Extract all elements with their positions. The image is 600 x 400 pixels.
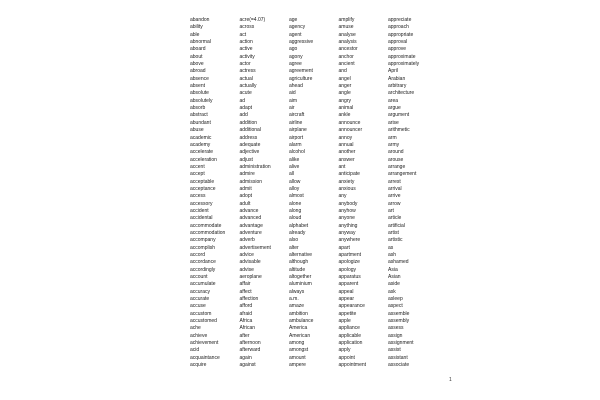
word-entry: aside [388,281,400,288]
word-entry: African [239,325,256,332]
word-entry: ankle [338,112,351,119]
word-entry: additional [239,127,261,134]
word-entry: admit [239,185,252,192]
word-entry: as [388,244,394,251]
word-entry: agree [289,61,302,68]
word-entry: accord [190,252,206,258]
word-entry: angle [338,90,351,97]
word-entry: ashamed [388,259,409,266]
word-entry: anxiety [338,178,355,185]
word-entry: anchor [338,53,354,60]
word-entry: anger [338,83,352,90]
word-entry: absolute [190,90,209,97]
word-entry: apart [338,244,350,251]
word-entry: ancestor [338,46,358,53]
word-entry: age [289,17,298,23]
word-entry: alcohol [289,149,305,156]
word-entry: alive [289,163,300,170]
word-entry: architecture [388,90,415,97]
word-entry: arithmetic [388,127,410,134]
word-entry: actor [239,61,251,68]
word-entry: airline [289,119,303,126]
word-entry: already [289,229,306,236]
word-entry: agency [289,24,306,31]
word-entry: allow [289,178,301,185]
word-entry: absent [190,83,206,90]
word-entry: aloud [289,215,302,222]
word-entry: arrow [388,200,401,207]
word-entry: along [289,207,302,214]
word-entry: all [289,171,295,178]
word-column [339,17,389,370]
word-entry: adopt [239,193,253,200]
word-entry: ambition [289,310,308,317]
word-entry: assistant [388,354,408,361]
word-entry: advise [239,266,254,273]
word-entry: anything [338,222,358,229]
word-entry: arm [388,134,397,141]
word-entry: airport [289,134,304,141]
word-entry: accustom [190,310,212,317]
word-entry: absorb [190,105,206,112]
word-entry: altitude [289,266,306,273]
word-entry: aluminium [289,281,312,288]
word-entry: Africa [239,318,253,325]
word-entry: anybody [338,200,358,207]
word-entry: alloy [289,185,300,192]
word-entry: army [388,141,400,148]
word-entry: advance [239,207,259,214]
word-entry: angry [338,97,352,104]
word-entry: actual [239,75,253,82]
word-entry: assembly [388,318,410,325]
word-entry: a.m. [289,296,299,303]
word-entry: artist [388,229,399,236]
word-entry: arouse [388,156,404,163]
word-entry: admire [239,171,255,178]
word-entry: approximately [388,61,420,68]
word-entry: amuse [338,24,354,31]
word-entry: absolutely [190,97,213,104]
word-entry: after [239,332,250,339]
word-entry: act [239,31,247,38]
word-entry: alone [289,200,302,207]
word-entry: alarm [289,141,302,148]
word-entry: anyhow [338,207,356,214]
word-entry: ad [239,97,246,104]
word-entry: anticipate [338,171,360,178]
word-entry: adequate [239,141,261,148]
word-entry: academy [190,141,211,148]
word-entry: always [289,288,305,295]
word-entry: almost [289,193,304,200]
word-entry: arrange [388,163,406,170]
word-entry: answer [338,156,355,163]
word-entry: afternoon [239,340,261,347]
word-entry: assist [388,347,401,354]
word-entry: abundant [190,119,211,126]
word-entry: April [388,68,399,75]
word-entry: active [239,46,253,53]
word-entry: acre(=4.07) [239,17,266,23]
word-entry: acquire [190,362,207,369]
word-entry: alternative [289,252,313,258]
word-entry: approval [388,39,408,46]
word-entry: associate [388,362,410,369]
word-entry: accuse [190,303,206,310]
word-entry: activity [239,53,255,60]
word-entry: another [338,149,356,156]
word-entry: adult [239,200,251,207]
word-entry: adjective [239,149,260,156]
word-entry: adjust [239,156,253,163]
word-entry: arrangement [388,171,417,178]
word-entry: against [239,362,256,369]
word-entry: any [338,193,347,200]
word-entry: advantage [239,222,263,229]
word-entry: accessory [190,200,213,207]
word-entry: Asia [388,266,398,273]
word-entry: arrive [388,193,401,200]
word-column [240,17,290,370]
word-entry: adventure [239,229,262,236]
word-entry: address [239,134,258,141]
word-entry: agriculture [289,75,313,82]
word-entry: abnormal [190,39,211,46]
word-entry: accustomed [190,318,217,325]
word-entry: advertisement [239,244,271,251]
word-entry: advanced [239,215,262,222]
word-entry: apologize [338,259,360,266]
word-entry: accept [190,171,205,178]
word-entry: accompany [190,237,216,244]
word-entry: around [388,149,404,156]
word-entry: arbitrary [388,83,407,90]
word-entry: aspect [388,303,403,310]
word-entry: achieve [190,332,208,339]
word-entry: although [289,259,309,266]
word-entry: Asian [388,274,401,281]
word-entry: aid [289,90,296,97]
word-entry: appetite [338,310,357,317]
word-entry: affect [239,288,252,295]
word-entry: assign [388,332,403,339]
word-entry: angel [338,75,351,82]
word-entry: appear [338,296,355,303]
word-entry: absence [190,75,209,82]
word-entry: admission [239,178,263,185]
word-entry: analysis [338,39,357,46]
word-entry: accommodation [190,229,226,236]
word-entry: apparatus [338,274,361,281]
word-list [190,17,438,370]
word-entry: among [289,340,305,347]
word-entry: anyone [338,215,355,222]
word-entry: aggressive [289,39,314,46]
word-entry: again [239,354,252,361]
word-entry: apple [338,318,351,325]
word-entry: approve [388,46,407,53]
word-entry: acceleration [190,156,217,163]
word-entry: announcer [338,127,363,134]
word-entry: air [289,105,295,112]
word-entry: acquaintance [190,354,220,361]
word-entry: article [388,215,402,222]
word-entry: abroad [190,68,206,75]
word-entry: amongst [289,347,309,354]
word-entry: asleep [388,296,403,303]
word-entry: alike [289,156,300,163]
word-entry: also [289,237,299,244]
word-entry: able [190,31,200,38]
word-entry: Arabian [388,75,406,82]
word-entry: American [289,332,311,339]
word-entry: argument [388,112,410,119]
word-entry: actress [239,68,256,75]
word-entry: abuse [190,127,204,134]
word-entry: acid [190,347,200,354]
word-entry: appointment [338,362,367,369]
word-column [289,17,339,370]
word-entry: anyway [338,229,356,236]
word-entry: acceptance [190,185,216,192]
word-entry: advisable [239,259,261,266]
word-entry: administration [239,163,271,170]
word-entry: ability [190,24,203,31]
word-entry: adapt [239,105,253,112]
word-entry: afford [239,303,253,310]
word-entry: action [239,39,253,46]
word-entry: arrival [388,185,402,192]
word-entry: annual [338,141,354,148]
word-entry: accuracy [190,288,211,295]
word-entry: airplane [289,127,307,134]
word-entry: approximate [388,53,416,60]
word-entry: ahead [289,83,303,90]
word-entry: across [239,24,255,31]
word-entry: ancient [338,61,355,68]
word-entry: accent [190,163,205,170]
word-entry: analyse [338,31,356,38]
page-number: 1 [449,377,452,383]
word-entry: ache [190,325,201,332]
word-entry: achievement [190,340,219,347]
word-entry: aeroplane [239,274,262,281]
word-entry: account [190,274,208,281]
word-entry: accurate [190,296,210,303]
word-entry: afraid [239,310,253,317]
word-entry: academic [190,134,212,141]
word-entry: abstract [190,112,208,119]
word-entry: agreement [289,68,313,75]
word-entry: anywhere [338,237,361,244]
word-entry: acceptable [190,178,215,185]
word-entry: artistic [388,237,403,244]
word-entry: apartment [338,252,362,258]
word-entry: artificial [388,222,405,229]
word-entry: apply [338,347,351,354]
word-entry: access [190,193,206,200]
word-entry: adverb [239,237,255,244]
word-entry: annoy [338,134,353,141]
word-column [388,17,438,370]
word-entry: art [388,207,394,214]
word-entry: anxious [338,185,356,192]
word-entry: arrest [388,178,401,185]
word-entry: appeal [338,288,354,295]
word-entry: accomplish [190,244,216,251]
word-entry: add [239,112,248,119]
word-entry: assemble [388,310,410,317]
word-entry: accidental [190,215,213,222]
word-entry: accident [190,207,209,214]
word-entry: accordance [190,259,216,266]
word-entry: ago [289,46,298,53]
word-entry: aboard [190,46,206,53]
word-entry: agony [289,53,303,60]
word-entry: accelerate [190,149,214,156]
word-entry: accordingly [190,266,216,273]
word-entry: above [190,61,204,68]
word-entry: ask [388,288,396,295]
word-entry: altogether [289,274,312,281]
word-entry: animal [338,105,354,112]
word-entry: addition [239,119,258,126]
word-entry: ampere [289,362,306,369]
word-entry: appearance [338,303,365,310]
word-entry: amount [289,354,306,361]
word-entry: approach [388,24,409,31]
word-entry: area [388,97,399,104]
word-entry: appoint [338,354,355,361]
word-entry: amplify [338,17,355,23]
word-entry: affair [239,281,251,288]
word-entry: agent [289,31,302,38]
word-entry: apology [338,266,357,273]
word-entry: ant [338,163,346,170]
word-entry: aircraft [289,112,305,119]
word-entry: afterward [239,347,261,354]
word-entry: accumulate [190,281,216,288]
word-entry: announce [338,119,361,126]
word-entry: arise [388,119,399,126]
word-entry: accommodate [190,222,222,229]
word-entry: argue [388,105,401,112]
word-entry: about [190,53,203,60]
word-entry: assess [388,325,404,332]
word-entry: America [289,325,308,332]
word-entry: affection [239,296,259,303]
word-entry: appropriate [388,31,414,38]
word-entry: appreciate [388,17,412,23]
word-entry: application [338,340,363,347]
word-entry: amaze [289,303,305,310]
word-entry: abandon [190,17,210,23]
word-entry: alphabet [289,222,309,229]
word-entry: applicable [338,332,362,339]
word-entry: assignment [388,340,414,347]
word-entry: advice [239,252,254,258]
word-entry: actually [239,83,257,90]
word-column [190,17,240,370]
word-entry: and [338,68,347,75]
word-entry: alter [289,244,299,251]
word-entry: ash [388,252,397,258]
word-entry: acute [239,90,252,97]
word-entry: appliance [338,325,360,332]
word-entry: ambulance [289,318,314,325]
word-entry: apparent [338,281,359,288]
word-entry: aim [289,97,298,104]
